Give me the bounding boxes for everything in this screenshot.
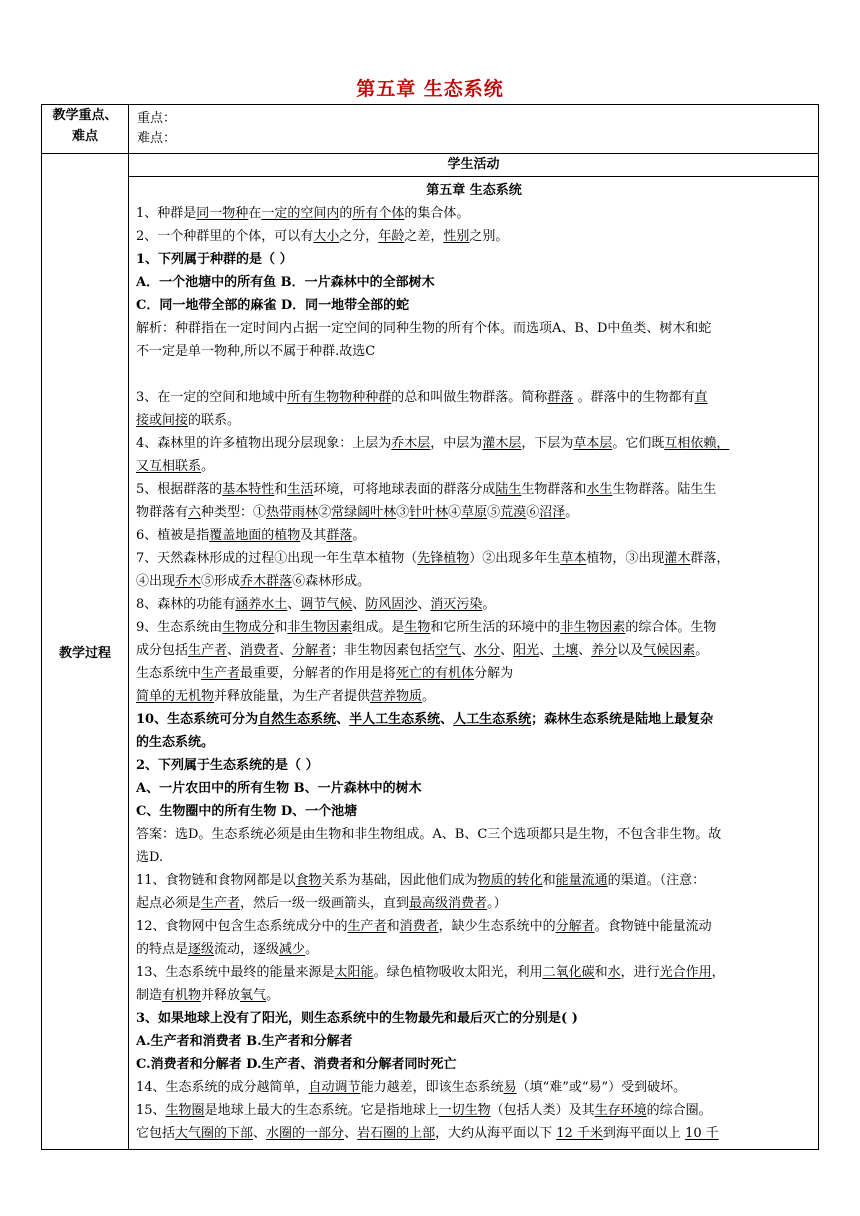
fill-term: 又互相联系 [136,459,202,474]
fill-term: 氧气 [240,988,267,1003]
note-8: 8、森林的功能有涵养水土、调节气候、防风固沙、消灭污染。 [136,597,496,612]
answer-line-1: 答案：选D。生态系统必须是由生物和非生物组成。A、B、C三个选项都只是生物，不包含非生物。故 [136,827,722,842]
note-9d: 简单的无机物并释放能量，为生产者提供营养物质。 [136,689,436,704]
note-13b: 制造有机物并释放氧气。 [136,988,280,1003]
note-12a: 12、食物网中包含生态系统成分中的生产者和消费者，缺少生态系统中的分解者。食物链中能量流动 [136,919,712,934]
fill-term: 最高级消费者 [409,896,488,911]
fill-term: 年龄 [378,229,405,244]
fill-term: 生产者 [188,643,228,658]
difficulty-field: 难点： [137,131,177,146]
fill-term: 草本层 [573,436,613,451]
fill-term: 光合作用 [659,965,712,980]
question-3-options-ab: A.生产者和消费者 B.生产者和分解者 [136,1034,353,1049]
fill-term: 一定的空间内 [261,206,340,221]
fill-term: 草本 [560,551,587,566]
fill-term: 草原 [461,505,488,520]
fill-term: 土壤 [552,643,579,658]
fill-term: 群落 [547,390,574,405]
fill-term: 接或间接 [136,413,189,428]
page-title: 第五章 生态系统 [356,78,504,100]
chapter-subtitle: 第五章 生态系统 [426,183,522,198]
fill-term: 阳光 [513,643,540,658]
process-row [42,154,819,1150]
fill-term: 消灭污染 [430,597,483,612]
note-15a: 15、生物圈是地球上最大的生态系统。它是指地球上一切生物（包括人类）及其生存环境的综合圈。 [136,1103,712,1118]
question-2: 2、下列属于生态系统的是（ ） [136,758,319,773]
fill-term: 简单的无机物 [136,689,215,704]
lesson-table [41,104,819,1150]
note-9b: 成分包括生产者、消费者、分解者；非生物因素包括空气、水分、阳光、土壤、养分以及气候因素。 [136,643,709,658]
fill-term: 热带雨林 [266,505,319,520]
fill-term: 针叶林 [409,505,449,520]
fill-term: 生物 [404,620,431,635]
fill-term: 自然生态系统 [258,712,337,727]
fill-term: 人工生态系统 [453,712,532,727]
fill-term: 自动调节 [308,1080,361,1095]
fill-term: 10 千 [685,1126,719,1141]
note-9c: 生态系统中生产者最重要，分解者的作用是将死亡的有机体分解为 [136,666,514,681]
note-4b: 又互相联系。 [136,459,215,474]
fill-term: 水 [607,965,621,980]
fill-term: 水圈的一部分 [266,1126,345,1141]
fill-term: 生产者 [201,666,241,681]
fill-term: 能量流通 [555,873,608,888]
fill-term: 半人工生态系统 [349,712,441,727]
note-9a: 9、生态系统由生物成分和非生物因素组成。是生物和它所生活的环境中的非生物因素的综合体。生物 [136,620,717,635]
fill-term: 所有生物物种种群 [287,390,392,405]
fill-term: 生产者 [347,919,387,934]
fill-term: 营养物质 [370,689,423,704]
key-point-field: 重点： [137,111,177,126]
note-11b: 起点必须是生产者，然后一级一级画箭头，直到最高级消费者。） [136,896,507,911]
fill-term: 生存环境 [594,1103,647,1118]
note-5b: 物群落有六种类型：①热带雨林②常绿阔叶林③针叶林④草原⑤荒漠⑥沼泽。 [136,505,579,520]
question-3: 3、如果地球上没有了阳光，则生态系统中的生物最先和最后灭亡的分别是( ) [136,1011,578,1026]
fill-term: 减少 [279,942,306,957]
key-points-cell [129,105,819,154]
analysis-line-1: 解析：种群指在一定时间内占据一定空间的同种生物的所有个体。而选项A、B、D中鱼类、树木和蛇 [136,321,712,336]
note-10b: 的生态系统。 [136,735,215,750]
fill-term: 消费者 [399,919,439,934]
note-1: 1、种群是同一物种在一定的空间内的所有个体的集合体。 [136,206,470,221]
note-13a: 13、生态系统中最终的能量来源是太阳能。绿色植物吸收太阳光，利用二氧化碳和水，进行光合作用， [136,965,725,980]
fill-term: 二氧化碳 [542,965,595,980]
fill-term: 先锋植物 [417,551,470,566]
note-14: 14、生态系统的成分越简单，自动调节能力越差，即该生态系统易（填“难”或“易”）受到破坏。 [136,1080,687,1095]
fill-term: 六 [188,505,202,520]
note-10a: 10、生态系统可分为自然生态系统、半人工生态系统、人工生态系统；森林生态系统是陆地上最复杂 [136,712,714,727]
fill-term: 性别 [443,229,470,244]
fill-term: 基本特性 [222,482,275,497]
fill-term: 乔木层 [391,436,431,451]
fill-term: 乔木 [175,574,202,589]
note-3b: 接或间接的联系。 [136,413,241,428]
fill-term: 陆生 [495,482,522,497]
fill-term: 太阳能 [334,965,374,980]
fill-term: 水分 [474,643,501,658]
fill-term: 空气 [435,643,462,658]
note-12b: 的特点是逐级流动，逐级减少。 [136,942,319,957]
fill-term: 易 [503,1080,517,1095]
fill-term: 群落 [326,528,353,543]
question-1: 1、下列属于种群的是（ ） [136,252,293,267]
fill-term: 大气圈的下部 [175,1126,254,1141]
fill-term: 乔木群落 [240,574,293,589]
note-3a: 3、在一定的空间和地域中所有生物物种种群的总和叫做生物群落。简称群落 。群落中的生物都有直 [136,390,708,405]
key-points-label [42,105,129,154]
analysis-line-2: 不一定是单一物种,所以不属于种群.故选C [136,344,376,359]
fill-term: 食物 [295,873,322,888]
key-points-label-line1: 教学重点、 [52,108,118,123]
note-7b: ④出现乔木⑤形成乔木群落⑥森林形成。 [136,574,371,589]
fill-term: 大小 [313,229,340,244]
question-1-options-cd: C．同一地带全部的麻雀 D．同一地带全部的蛇 [136,298,410,313]
fill-term: 灌木 [664,551,691,566]
fill-term: 生物圈 [165,1103,205,1118]
key-points-row [42,105,819,154]
fill-term: 消费者 [240,643,280,658]
fill-term: 生产者 [201,896,241,911]
blank-line [136,363,812,386]
fill-term: 死亡的有机体 [396,666,475,681]
activity-body [129,177,818,1149]
key-points-label-line2: 难点 [71,129,98,144]
fill-term: 生活 [287,482,314,497]
fill-term: 12 千米 [556,1126,603,1141]
fill-term: 所有个体 [352,206,405,221]
process-label: 教学过程 [42,154,129,1150]
fill-term: 常绿阔叶林 [331,505,397,520]
fill-term: 调节气候 [300,597,353,612]
fill-term: 非生物因素 [560,620,626,635]
fill-term: 分解者 [555,919,595,934]
question-1-options-ab: A．一个池塘中的所有鱼 B．一片森林中的全部树木 [136,275,435,290]
note-7a: 7、天然森林形成的过程①出现一年生草本植物（先锋植物）②出现多年生草本植物，③出现灌木群落， [136,551,730,566]
fill-term: 防风固沙 [365,597,418,612]
fill-term: 沼泽 [539,505,566,520]
question-3-options-cd: C.消费者和分解者 D.生产者、消费者和分解者同时死亡 [136,1057,457,1072]
fill-term: 一切生物 [438,1103,491,1118]
note-15b: 它包括大气圈的下部、水圈的一部分、岩石圈的上部，大约从海平面以下 12 千米到海平面以上 10 千 [136,1126,719,1141]
fill-term: 养分 [591,643,618,658]
fill-term: 非生物因素 [287,620,353,635]
fill-term: 互相依赖， [664,436,730,451]
note-4a: 4、森林里的许多植物出现分层现象：上层为乔木层，中层为灌木层，下层为草本层。它们既互相依赖， [136,436,730,451]
fill-term: 气候因素 [643,643,696,658]
fill-term: 逐级 [188,942,215,957]
note-2: 2、一个种群里的个体，可以有大小之分，年龄之差，性别之别。 [136,229,509,244]
question-2-options-cd: C、生物圈中的所有生物 D、一个池塘 [136,804,358,819]
fill-term: 岩石圈的上部 [357,1126,436,1141]
fill-term: 覆盖地面的植物 [209,528,301,543]
fill-term: 涵养水土 [235,597,288,612]
fill-term: 直 [694,390,708,405]
fill-term: 荒漠 [500,505,527,520]
fill-term: 水生 [586,482,613,497]
question-2-options-ab: A、一片农田中的所有生物 B、一片森林中的树木 [136,781,422,796]
fill-term: 灌木层 [482,436,522,451]
note-11a: 11、食物链和食物网都是以食物关系为基础，因此他们成为物质的转化和能量流通的渠道。（注意： [136,873,706,888]
note-6: 6、植被是指覆盖地面的植物及其群落。 [136,528,366,543]
activity-header: 学生活动 [129,154,818,177]
answer-line-2: 选D. [136,850,164,865]
activity-cell [129,154,819,1150]
fill-term: 物质的转化 [477,873,543,888]
fill-term: 分解者 [292,643,332,658]
fill-term: 生物成分 [222,620,275,635]
fill-term: 有机物 [162,988,202,1003]
fill-term: 同一物种 [196,206,249,221]
note-5a: 5、根据群落的基本特性和生活环境，可将地球表面的群落分成陆生生物群落和水生生物群落。陆生生 [136,482,717,497]
